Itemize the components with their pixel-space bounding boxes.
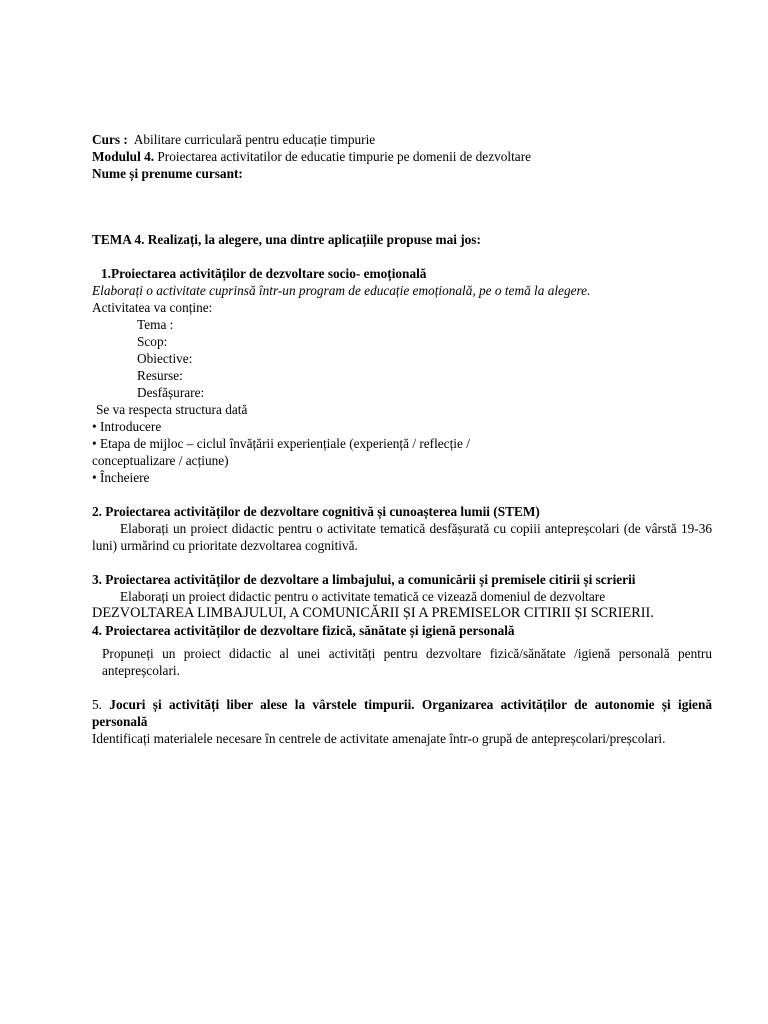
- field-resurse: Resurse:: [137, 368, 183, 383]
- section-5-body: Identificați materialele necesare în centrele de activitate amenajate într-o grupă de antepreșcolari/preșcolari.: [92, 731, 666, 746]
- course-value: Abilitare curriculară pentru educație timpurie: [133, 132, 376, 147]
- section-3-title: 3. Proiectarea activităților de dezvoltare a limbajului, a comunicării și premisele citirii și scrierii: [92, 572, 636, 587]
- name-line: [92, 165, 712, 182]
- structure-note: Se va respecta structura dată: [96, 402, 248, 417]
- field-desfasurare: Desfășurare:: [137, 385, 205, 400]
- section-1-title: 1.Proiectarea activităților de dezvoltare socio- emoțională: [101, 266, 427, 281]
- bullet-etapa-mijloc: • Etapa de mijloc – ciclul învățării experiențiale (experiență / reflecție /: [92, 436, 470, 451]
- section-2-title: 2. Proiectarea activităților de dezvoltare cognitivă și cunoașterea lumii (STEM): [92, 504, 540, 519]
- bullet-introducere: • Introducere: [92, 419, 162, 434]
- field-obiective: Obiective:: [137, 351, 193, 366]
- course-label: Curs :: [92, 132, 128, 147]
- task-title: TEMA 4. Realizați, la alegere, una dintre aplicațiile propuse mai jos:: [92, 232, 481, 247]
- section-5-title: 5. Jocuri și activități liber alese la vârstele timpurii. Organizarea activităților de autonomie și igienă personală: [92, 697, 713, 729]
- section-2-body: Elaborați un proiect didactic pentru o activitate tematică desfășurată cu copiii antepreșcolari (de vârstă 19-36 luni) urmărind cu prioritate dezvoltarea cognitivă.: [92, 521, 712, 553]
- module-label: Modulul 4.: [92, 149, 155, 164]
- section-1-intro: Elaborați o activitate cuprinsă într-un program de educație emoțională, pe o temă la alegere.: [92, 283, 591, 298]
- course-line: [92, 131, 712, 148]
- field-tema: Tema :: [137, 317, 174, 332]
- bullet-etapa-mijloc-cont: conceptualizare / acțiune): [92, 453, 229, 468]
- field-scop: Scop:: [137, 334, 168, 349]
- section-1-contains: Activitatea va conține:: [92, 300, 213, 315]
- name-label: Nume și prenume cursant:: [92, 166, 243, 181]
- section-4-body: Propuneți un proiect didactic al unei activități pentru dezvoltare fizică/sănătate /igienă personală pentru antepreșcolari.: [102, 646, 712, 678]
- section-3-body-caps: DEZVOLTAREA LIMBAJULUI, A COMUNICĂRII ȘI A PREMISELOR CITIRII ȘI SCRIERII.: [92, 605, 654, 621]
- module-value: Proiectarea activitatilor de educatie timpurie pe domenii de dezvoltare: [157, 149, 532, 164]
- section-5-number: 5.: [92, 697, 102, 712]
- module-line: [92, 148, 712, 165]
- bullet-incheiere: • Încheiere: [92, 470, 150, 485]
- section-4-title: 4. Proiectarea activităților de dezvoltare fizică, sănătate și igienă personală: [92, 623, 515, 638]
- section-3-body: Elaborați un proiect didactic pentru o activitate tematică ce vizează domeniul de dezvoltare: [120, 589, 606, 604]
- document-content: [92, 131, 712, 747]
